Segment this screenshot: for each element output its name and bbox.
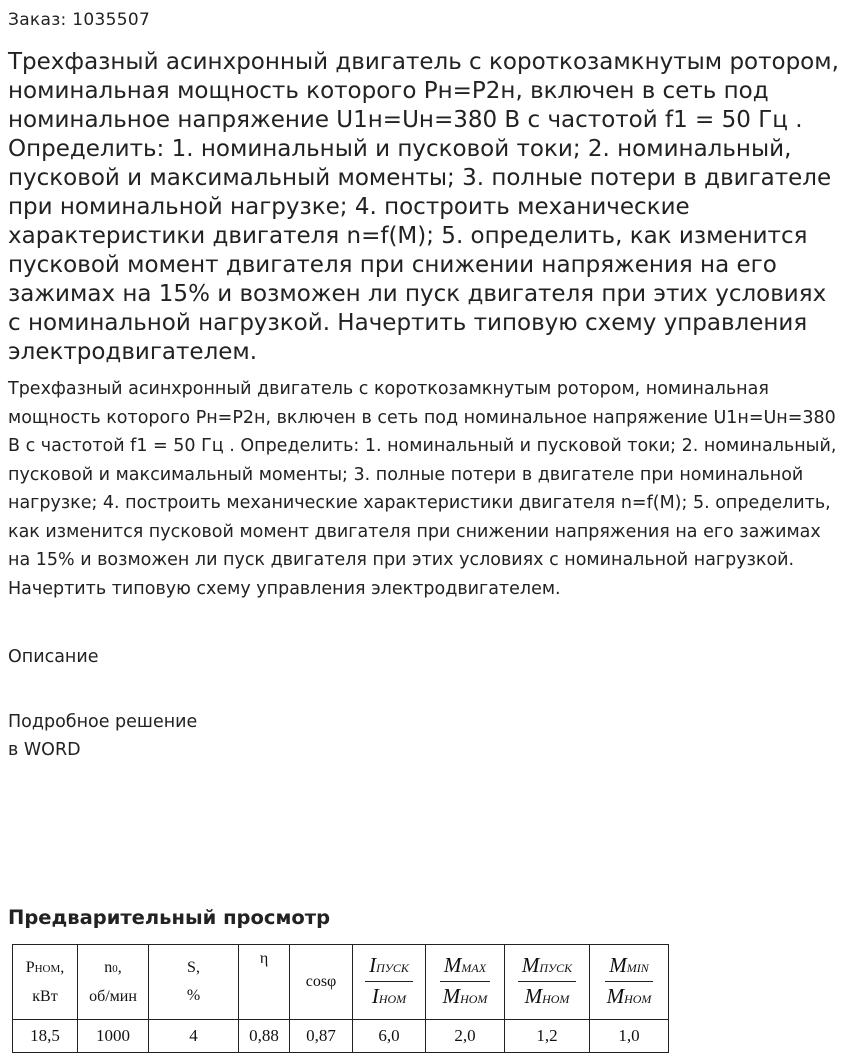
header-speed: n0, об/мин [78, 945, 149, 1020]
table-cell: 0,88 [239, 1020, 290, 1053]
table-cell: 6,0 [353, 1020, 426, 1053]
table-cell: 1000 [78, 1020, 149, 1053]
header-start-torque-ratio: $\frac{\text{MПУСК}}{\text{MНОМ}}$ [505, 945, 590, 1020]
header-start-current-ratio: $\frac{\text{IПУСК}}{\text{IНОМ}}$ [353, 945, 426, 1020]
header-min-torque-ratio: $\frac{\text{MMIN}}{\text{MНОМ}}$ [590, 945, 669, 1020]
description-label: Описание [8, 647, 99, 667]
table-cell: 18,5 [13, 1020, 78, 1053]
table-cell: 2,0 [426, 1020, 505, 1053]
header-power-factor: cosφ [290, 945, 353, 1020]
header-power: PНОМ, кВт [13, 945, 78, 1020]
table-row [13, 1020, 669, 1053]
motor-specs-table [12, 944, 669, 1053]
table-header-row [13, 945, 669, 1020]
table-cell: 1,2 [505, 1020, 590, 1053]
header-max-torque-ratio: $\frac{\text{MMAX}}{\text{MНОМ}}$ [426, 945, 505, 1020]
table-cell: 0,87 [290, 1020, 353, 1053]
solution-info [8, 708, 197, 764]
table-cell: 4 [149, 1020, 239, 1053]
header-efficiency: η [239, 945, 290, 1020]
solution-line-1: Подробное решение [8, 712, 198, 732]
task-title: Трехфазный асинхронный двигатель с короткозамкнутым ротором, номинальная мощность которого Рн=Р2н, включен в сеть под номинальное напряжение U1н=Uн=380 В с частотой f1 = 50 Гц . Определить: 1. номинальный и пусковой токи; 2. номинальный, пусковой и максимальный моменты; 3. полные потери в двигателе при номинальной нагрузке; 4. построить механические характеристики двигателя n=f(M); 5. определить, как изменится пусковой момент двигателя при снижении напряжения на его зажимах на 15% и возможен ли пуск двигателя при этих условиях с номинальной нагрузкой. Начертить типовую схему управления электродвигателем. [8, 49, 839, 365]
header-slip: S, % [149, 945, 239, 1020]
order-number: Заказ: 1035507 [8, 10, 151, 30]
task-description: Трехфазный асинхронный двигатель с короткозамкнутым ротором, номинальная мощность которого Рн=Р2н, включен в сеть под номинальное напряжение U1н=Uн=380 В с частотой f1 = 50 Гц . Определить: 1. номинальный и пусковой токи; 2. номинальный, пусковой и максимальный моменты; 3. полные потери в двигателе при номинальной нагрузке; 4. построить механические характеристики двигателя n=f(M); 5. определить, как изменится пусковой момент двигателя при снижении напряжения на его зажимах на 15% и возможен ли пуск двигателя при этих условиях с номинальной нагрузкой. Начертить типовую схему управления электродвигателем. [8, 379, 837, 599]
table-cell: 1,0 [590, 1020, 669, 1053]
solution-line-2: в WORD [8, 740, 81, 760]
preview-heading: Предварительный просмотр [8, 906, 331, 929]
